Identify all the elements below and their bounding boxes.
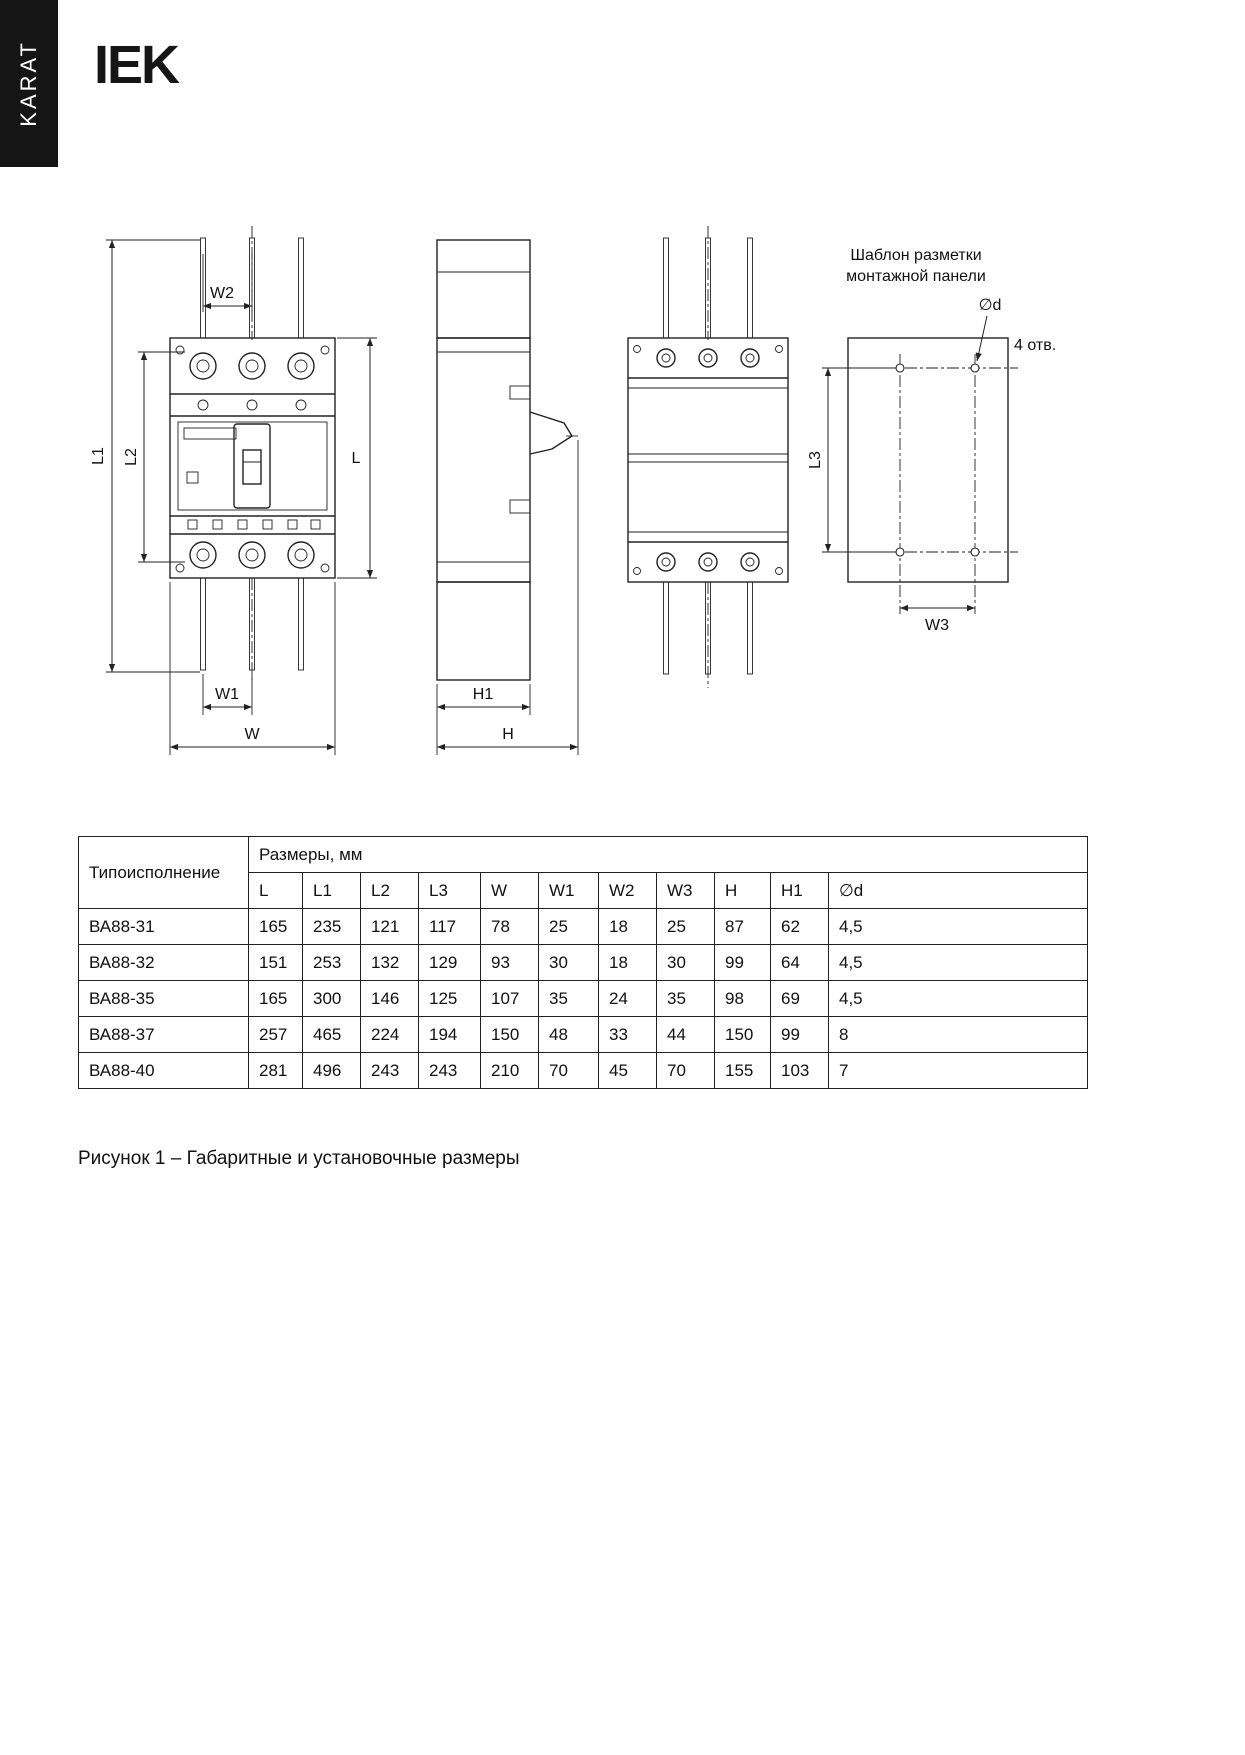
template-title-line1: Шаблон разметки	[850, 247, 982, 264]
side-view	[437, 240, 578, 680]
dim-label-w2: W2	[210, 285, 234, 302]
cell: 35	[657, 981, 715, 1017]
cell: 165	[249, 909, 303, 945]
dim-label-l: L	[351, 450, 361, 467]
col-header: L3	[419, 873, 481, 909]
cell: 496	[303, 1053, 361, 1089]
cell: 107	[481, 981, 539, 1017]
dimensional-drawing	[0, 210, 1245, 810]
cell: 18	[599, 945, 657, 981]
cell: 146	[361, 981, 419, 1017]
cell: 30	[539, 945, 599, 981]
table-row	[79, 909, 1088, 945]
cell: 30	[657, 945, 715, 981]
cell: 281	[249, 1053, 303, 1089]
cell: 25	[539, 909, 599, 945]
mounting-hole	[896, 364, 904, 372]
type-header-cell: Типоисполнение	[79, 837, 249, 909]
dimensions-table-wrap	[78, 836, 1088, 1089]
brand-sidebar	[0, 0, 58, 167]
dim-label-h: H	[502, 726, 514, 743]
rear-view	[628, 226, 788, 688]
cell: 8	[829, 1017, 1088, 1053]
cell: 4,5	[829, 909, 1088, 945]
sizes-header-cell: Размеры, мм	[249, 837, 1088, 873]
cell: 253	[303, 945, 361, 981]
cell: 465	[303, 1017, 361, 1053]
cell: 48	[539, 1017, 599, 1053]
cell: 117	[419, 909, 481, 945]
dim-label-l1: L1	[90, 447, 107, 465]
cell: 151	[249, 945, 303, 981]
template-title-line2: монтажной панели	[846, 268, 986, 285]
mounting-template	[807, 247, 1056, 634]
figure-caption: Рисунок 1 – Габаритные и установочные размеры	[78, 1148, 520, 1169]
row-name: ВА88-40	[79, 1053, 249, 1089]
cell: 4,5	[829, 945, 1088, 981]
cell: 24	[599, 981, 657, 1017]
table-group-header-row	[79, 837, 1088, 873]
cell: 45	[599, 1053, 657, 1089]
cell: 243	[419, 1053, 481, 1089]
cell: 103	[771, 1053, 829, 1089]
dimensions-table	[78, 836, 1088, 1089]
cell: 70	[539, 1053, 599, 1089]
brand-vertical-text: KARAT	[16, 40, 41, 127]
cell: 35	[539, 981, 599, 1017]
hole-diameter-label: ∅d	[978, 297, 1002, 314]
dim-label-l3: L3	[807, 451, 824, 469]
cell: 155	[715, 1053, 771, 1089]
col-header: W	[481, 873, 539, 909]
cell: 125	[419, 981, 481, 1017]
cell: 243	[361, 1053, 419, 1089]
cell: 194	[419, 1017, 481, 1053]
cell: 93	[481, 945, 539, 981]
cell: 4,5	[829, 981, 1088, 1017]
holes-count-label: 4 отв.	[1014, 337, 1057, 354]
col-header: W1	[539, 873, 599, 909]
col-header: H1	[771, 873, 829, 909]
cell: 132	[361, 945, 419, 981]
front-view	[170, 226, 335, 684]
cell: 87	[715, 909, 771, 945]
mounting-hole	[971, 364, 979, 372]
cell: 129	[419, 945, 481, 981]
iek-logo: IEK	[94, 35, 179, 95]
table-row	[79, 945, 1088, 981]
cell: 121	[361, 909, 419, 945]
cell: 7	[829, 1053, 1088, 1089]
dim-label-l2: L2	[123, 448, 140, 466]
col-header: L	[249, 873, 303, 909]
cell: 69	[771, 981, 829, 1017]
cell: 165	[249, 981, 303, 1017]
dim-label-w1: W1	[215, 686, 239, 703]
mounting-hole	[971, 548, 979, 556]
row-name: ВА88-37	[79, 1017, 249, 1053]
cell: 150	[715, 1017, 771, 1053]
table-row	[79, 1017, 1088, 1053]
cell: 235	[303, 909, 361, 945]
table-row	[79, 981, 1088, 1017]
cell: 99	[715, 945, 771, 981]
dim-label-h1: H1	[472, 686, 494, 703]
cell: 18	[599, 909, 657, 945]
row-name: ВА88-32	[79, 945, 249, 981]
table-row	[79, 1053, 1088, 1089]
cell: 62	[771, 909, 829, 945]
row-name: ВА88-31	[79, 909, 249, 945]
cell: 99	[771, 1017, 829, 1053]
col-header: L2	[361, 873, 419, 909]
cell: 78	[481, 909, 539, 945]
side-dimensions	[437, 440, 578, 755]
cell: 70	[657, 1053, 715, 1089]
dim-label-w: W	[244, 726, 260, 743]
cell: 25	[657, 909, 715, 945]
cell: 257	[249, 1017, 303, 1053]
dim-label-w3: W3	[925, 617, 949, 634]
cell: 33	[599, 1017, 657, 1053]
cell: 224	[361, 1017, 419, 1053]
row-name: ВА88-35	[79, 981, 249, 1017]
mounting-hole	[896, 548, 904, 556]
cell: 300	[303, 981, 361, 1017]
col-header: L1	[303, 873, 361, 909]
col-header: ∅d	[829, 873, 1088, 909]
col-header: W2	[599, 873, 657, 909]
cell: 44	[657, 1017, 715, 1053]
cell: 64	[771, 945, 829, 981]
col-header: H	[715, 873, 771, 909]
cell: 98	[715, 981, 771, 1017]
cell: 210	[481, 1053, 539, 1089]
cell: 150	[481, 1017, 539, 1053]
col-header: W3	[657, 873, 715, 909]
